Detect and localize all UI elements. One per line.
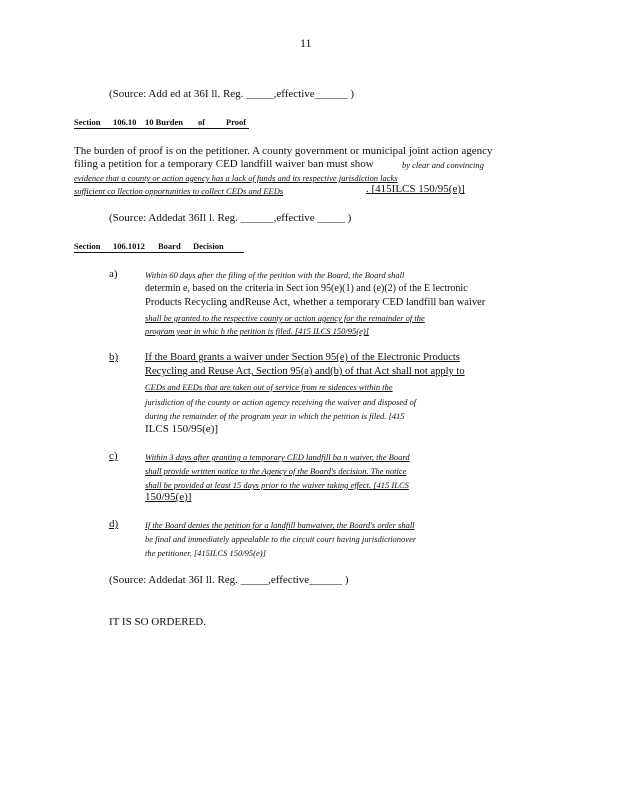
section2-number: 106.1012 (113, 241, 145, 251)
item-c-line-2: shall provide written notice to the Agency of the Board's decision. The notice (145, 466, 407, 476)
section2-title: Board (158, 241, 181, 251)
source-note-3: (Source: Addedat 36I ll. Reg. _____,effective______ ) (109, 574, 349, 586)
item-c-line-1: Within 3 days after granting a temporary CED landfill ba n waiver, the Board (145, 452, 410, 462)
section-label: Section (74, 117, 101, 127)
item-b-line-2: Recycling and Reuse Act, Section 95(a) and(b) of that Act shall not apply to (145, 366, 465, 377)
item-b-line-1: If the Board grants a waiver under Section 95(e) of the Electronic Products (145, 352, 460, 363)
item-a-label: a) (109, 268, 118, 280)
source-note-2: (Source: Addedat 36Il l. Reg. ______,effective _____ ) (109, 212, 352, 224)
item-a-line-4: shall be granted to the respective county or action agency for the remainder of the (145, 313, 425, 323)
item-b-line-6: ILCS 150/95(e)] (145, 423, 219, 435)
item-d-line-1: If the Board denies the petition for a landfill banwaiver, the Board's order shall (145, 520, 415, 530)
closing-order: IT IS SO ORDERED. (109, 616, 206, 628)
section2-label: Section (74, 241, 101, 251)
item-c-line-4: 150/95(e)] (145, 491, 192, 503)
section1-line-4: sufficient co llection opportunities to collect CEDs and EEDs (74, 186, 284, 196)
item-a-line-3: Products Recycling andReuse Act, whether a temporary CED landfill ban waiver (145, 297, 486, 308)
item-a-line-2: determin e, based on the criteria in Sect ion 95(e)(1) and (e)(2) of the E lectronic (145, 283, 468, 294)
section-number: 106.10 (113, 117, 137, 127)
page-number: 11 (300, 36, 312, 50)
section1-line-2: filing a petition for a temporary CED landfill waiver ban must show (74, 158, 374, 170)
section-title-of: of (198, 117, 206, 127)
item-d-line-2: be final and immediately appealable to the circuit court having jurisdictionover (145, 534, 417, 544)
item-c-label: c) (109, 450, 118, 462)
section1-line-2-tail: by clear and convincing (402, 160, 484, 170)
item-c-line-3: shall be provided at least 15 days prior to the waiver taking effect. [415 ILCS (145, 480, 409, 490)
item-d-label: d) (109, 518, 119, 530)
item-d-line-3: the petitioner. [415ILCS 150/95(e)] (145, 548, 266, 558)
item-b-label: b) (109, 351, 119, 363)
item-a-line-5: program year in whic h the petition is filed. [415 ILCS 150/95(e)] (145, 326, 369, 336)
item-a-line-1: Within 60 days after the filing of the petition with the Board, the Board shall (145, 270, 405, 280)
section2-title-decision: Decision (193, 241, 224, 251)
item-b-line-3: CEDs and EEDs that are taken out of service from re sidences within the (145, 382, 393, 392)
section1-line-1: The burden of proof is on the petitioner. A county government or municipal joint action agency (74, 145, 493, 157)
item-b-line-4: jurisdiction of the county or action agency receiving the waiver and disposed of (145, 397, 417, 407)
section1-line-3: evidence that a county or action agency has a lack of funds and its respective jurisdiction lacks (74, 173, 398, 183)
item-b-line-5: during the remainder of the program year in which the petition is filed. [415 (145, 411, 405, 421)
source-note-1: (Source: Add ed at 36I ll. Reg. _____,effective______ ) (109, 88, 355, 100)
section1-citation: . [415ILCS 150/95(e)] (366, 183, 465, 195)
section-title: 10 Burden (145, 117, 184, 127)
section-title-proof: Proof (226, 117, 247, 127)
